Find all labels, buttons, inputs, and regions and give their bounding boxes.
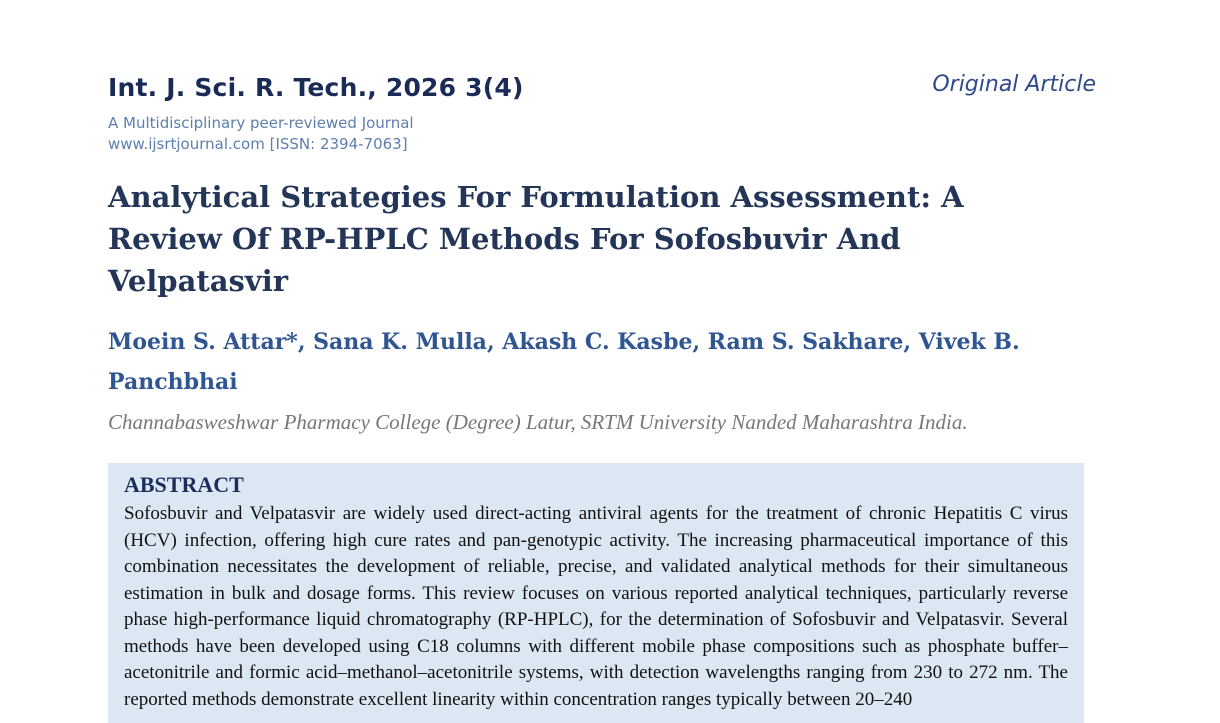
journal-tagline: A Multidisciplinary peer-reviewed Journal	[108, 114, 414, 132]
article-type-label: Original Article	[932, 72, 1096, 97]
abstract-section	[108, 463, 1084, 723]
paper-title: Analytical Strategies For Formulation Assessment: A Review Of RP-HPLC Methods For Sofosbuvir And Velpatasvir	[108, 180, 964, 298]
journal-info	[108, 113, 414, 155]
author-list: Moein S. Attar*, Sana K. Mulla, Akash C. Kasbe, Ram S. Sakhare, Vivek B. Panchbhai	[108, 329, 1020, 395]
author-affiliation: Channabasweshwar Pharmacy College (Degree) Latur, SRTM University Nanded Maharashtra India.	[108, 410, 968, 434]
journal-title: Int. J. Sci. R. Tech., 2026 3(4)	[108, 73, 524, 102]
journal-website-issn: www.ijsrtjournal.com [ISSN: 2394-7063]	[108, 135, 408, 153]
abstract-heading: ABSTRACT	[124, 472, 244, 497]
abstract-text: Sofosbuvir and Velpatasvir are widely used direct-acting antiviral agents for the treatment of chronic Hepatitis C virus (HCV) infection, offering high cure rates and pan-genotypic activity. The increasing pharmaceutical importance of this combination necessitates the development of reliable, precise, and validated analytical methods for their simultaneous estimation in bulk and dosage forms. This review focuses on various reported analytical techniques, particularly reverse phase high-performance liquid chromatography (RP-HPLC), for the determination of Sofosbuvir and Velpatasvir. Several methods have been developed using C18 columns with different mobile phase compositions such as phosphate buffer–acetonitrile and formic acid–methanol–acetonitrile systems, with detection wavelengths ranging from 230 to 272 nm. The reported methods demonstrate excellent linearity within concentration ranges typically between 20–240	[124, 503, 1068, 710]
